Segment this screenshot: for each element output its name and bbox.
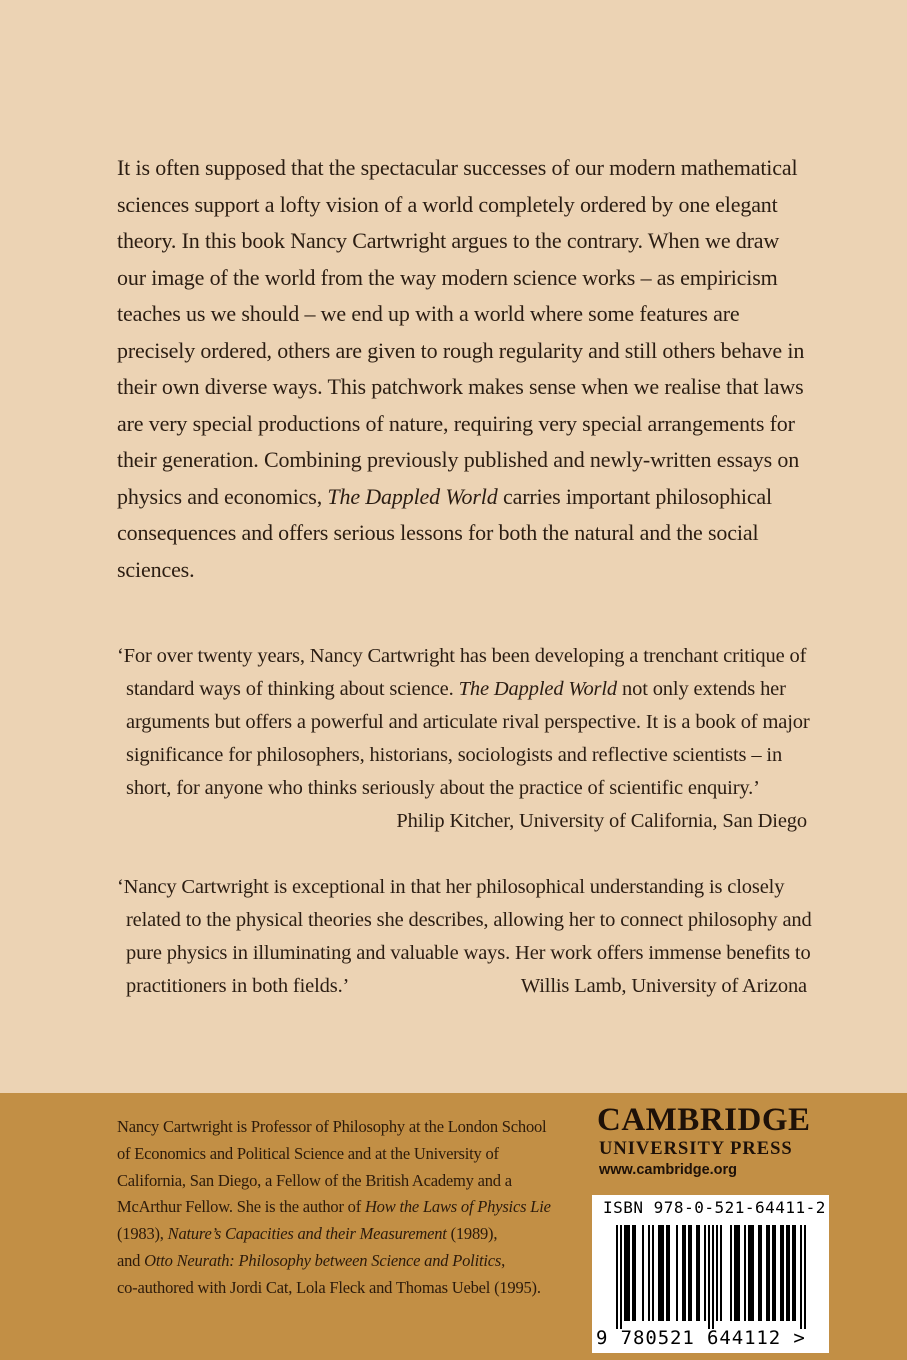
bio-text: (1989),	[446, 1224, 498, 1244]
barcode-bar	[804, 1225, 806, 1329]
quote-attribution: Philip Kitcher, University of California, San Diego	[396, 810, 807, 832]
barcode-bar	[734, 1225, 736, 1321]
blurb-text-after-title: carries important philosophical consequences and offers serious lessons for both the natural and the social sciences.	[117, 483, 773, 582]
publisher-name: CAMBRIDGE	[597, 1102, 811, 1138]
barcode-bar	[794, 1225, 796, 1321]
bio-line: co-authored with Jordi Cat, Lola Fleck and Thomas Uebel (1995).	[117, 1277, 541, 1297]
barcode-bar	[682, 1225, 684, 1321]
barcode-bar	[666, 1225, 668, 1321]
bio-book-title: Nature’s Capacities and their Measurement	[167, 1224, 447, 1244]
bio-text: McArthur Fellow. She is the author of	[117, 1197, 365, 1217]
barcode-bar	[668, 1225, 670, 1321]
barcode-bar	[624, 1225, 626, 1321]
quote-line: ‘For over twenty years, Nancy Cartwright has been developing a trenchant critique of	[117, 645, 807, 667]
book-blurb	[117, 150, 807, 588]
isbn-label: ISBN 978-0-521-64411-2	[603, 1198, 826, 1217]
bio-text: ,	[501, 1250, 505, 1270]
barcode-bar	[616, 1225, 618, 1329]
bio-book-title: How the Laws of Physics Lie	[364, 1197, 551, 1217]
quote-book-title: The Dappled World	[458, 678, 618, 700]
bio-line	[117, 1221, 587, 1248]
barcode-image	[600, 1225, 822, 1329]
barcode-bar	[792, 1225, 794, 1321]
barcode-bar	[774, 1225, 776, 1321]
blurb-text-before-title: It is often supposed that the spectacular successes of our modern mathematical sciences support a lofty vision of a world completely ordered by one elegant theory. In this book Nancy Cartwright argues to the contrary. When we draw our image of the world from the way modern science works – as empiricism teaches us we should – we end up with a world where some features are precisely ordered, others are given to rough regularity and still others behave in their own diverse ways. This patchwork makes sense when we realise that laws are very special productions of nature, requiring very special arrangements for their generation. Combining previously published and newly-written essays on physics and economics,	[117, 155, 805, 509]
barcode-bar	[720, 1225, 722, 1321]
quote-text: not only extends her	[617, 678, 786, 700]
barcode-bar	[782, 1225, 784, 1321]
barcode-bar	[626, 1225, 628, 1321]
bio-book-title: Otto Neurath: Philosophy between Science and Politics	[144, 1250, 502, 1270]
barcode-bar	[632, 1225, 634, 1321]
publisher-subname: UNIVERSITY PRESS	[599, 1139, 793, 1159]
barcode-bar	[690, 1225, 692, 1321]
quote-line: arguments but offers a powerful and articulate rival perspective. It is a book of major	[126, 711, 810, 733]
blurb-book-title: The Dappled World	[327, 483, 498, 509]
bio-line	[117, 1248, 587, 1275]
barcode-bar	[708, 1225, 710, 1329]
quote-attribution: Willis Lamb, University of Arizona	[520, 975, 807, 997]
quote-line	[117, 673, 807, 706]
barcode-bar	[660, 1225, 662, 1321]
barcode-bar	[698, 1225, 700, 1321]
barcode-bar	[716, 1225, 718, 1321]
quote-line: ‘Nancy Cartwright is exceptional in that her philosophical understanding is closely	[117, 876, 785, 898]
quote-last-line	[117, 970, 807, 1003]
bio-line: of Economics and Political Science and at the University of	[117, 1143, 499, 1163]
barcode-bar	[768, 1225, 770, 1321]
quote-line: significance for philosophers, historians, sociologists and reflective scientists – in	[126, 744, 783, 766]
barcode-bar	[766, 1225, 768, 1321]
barcode-bar	[684, 1225, 686, 1321]
review-quote-lamb	[117, 871, 812, 1003]
quote-line: short, for anyone who thinks seriously about the practice of scientific enquiry.’	[126, 777, 760, 799]
barcode-bar	[736, 1225, 738, 1321]
barcode-digits: 9 780521 644112 >	[596, 1327, 806, 1349]
main-content	[117, 150, 812, 1003]
barcode-bar	[788, 1225, 790, 1321]
barcode-box	[592, 1195, 829, 1353]
barcode-bar	[696, 1225, 698, 1321]
barcode-bar	[738, 1225, 740, 1321]
quote-line: pure physics in illuminating and valuable ways. Her work offers immense benefits to	[126, 942, 811, 964]
author-bio	[117, 1114, 587, 1302]
bio-line: California, San Diego, a Fellow of the British Academy and a	[117, 1170, 512, 1190]
quote-text: standard ways of thinking about science.	[126, 678, 459, 700]
bio-line	[117, 1194, 587, 1221]
barcode-bar	[620, 1225, 622, 1329]
barcode-bar	[760, 1225, 762, 1321]
barcode-bar	[662, 1225, 664, 1321]
bio-text: and	[117, 1250, 145, 1270]
barcode-bar	[704, 1225, 706, 1321]
barcode-bar	[688, 1225, 690, 1321]
barcode-bar	[744, 1225, 746, 1321]
quote-text: practitioners in both fields.’	[126, 975, 350, 997]
publisher-logo	[597, 1102, 827, 1180]
barcode-bar	[750, 1225, 752, 1321]
quote-line: related to the physical theories she describes, allowing her to connect philosophy and	[126, 909, 812, 931]
barcode-bar	[800, 1225, 802, 1329]
barcode-bar	[642, 1225, 644, 1321]
barcode-bar	[676, 1225, 678, 1321]
bio-text: (1983),	[117, 1224, 168, 1244]
barcode-bar	[786, 1225, 788, 1321]
barcode-bar	[648, 1225, 650, 1321]
review-quote-kitcher	[117, 640, 810, 838]
barcode-bar	[652, 1225, 654, 1321]
barcode-bar	[658, 1225, 660, 1321]
barcode-bar	[772, 1225, 774, 1321]
barcode-bar	[730, 1225, 732, 1321]
barcode-bar	[748, 1225, 750, 1321]
barcode-bar	[712, 1225, 714, 1329]
barcode-bar	[628, 1225, 630, 1321]
barcode-bar	[752, 1225, 754, 1321]
barcode-bar	[758, 1225, 760, 1321]
publisher-url: www.cambridge.org	[599, 1162, 738, 1178]
barcode-bar	[780, 1225, 782, 1321]
bio-line: Nancy Cartwright is Professor of Philosophy at the London School	[117, 1117, 547, 1136]
barcode-bar	[634, 1225, 636, 1321]
